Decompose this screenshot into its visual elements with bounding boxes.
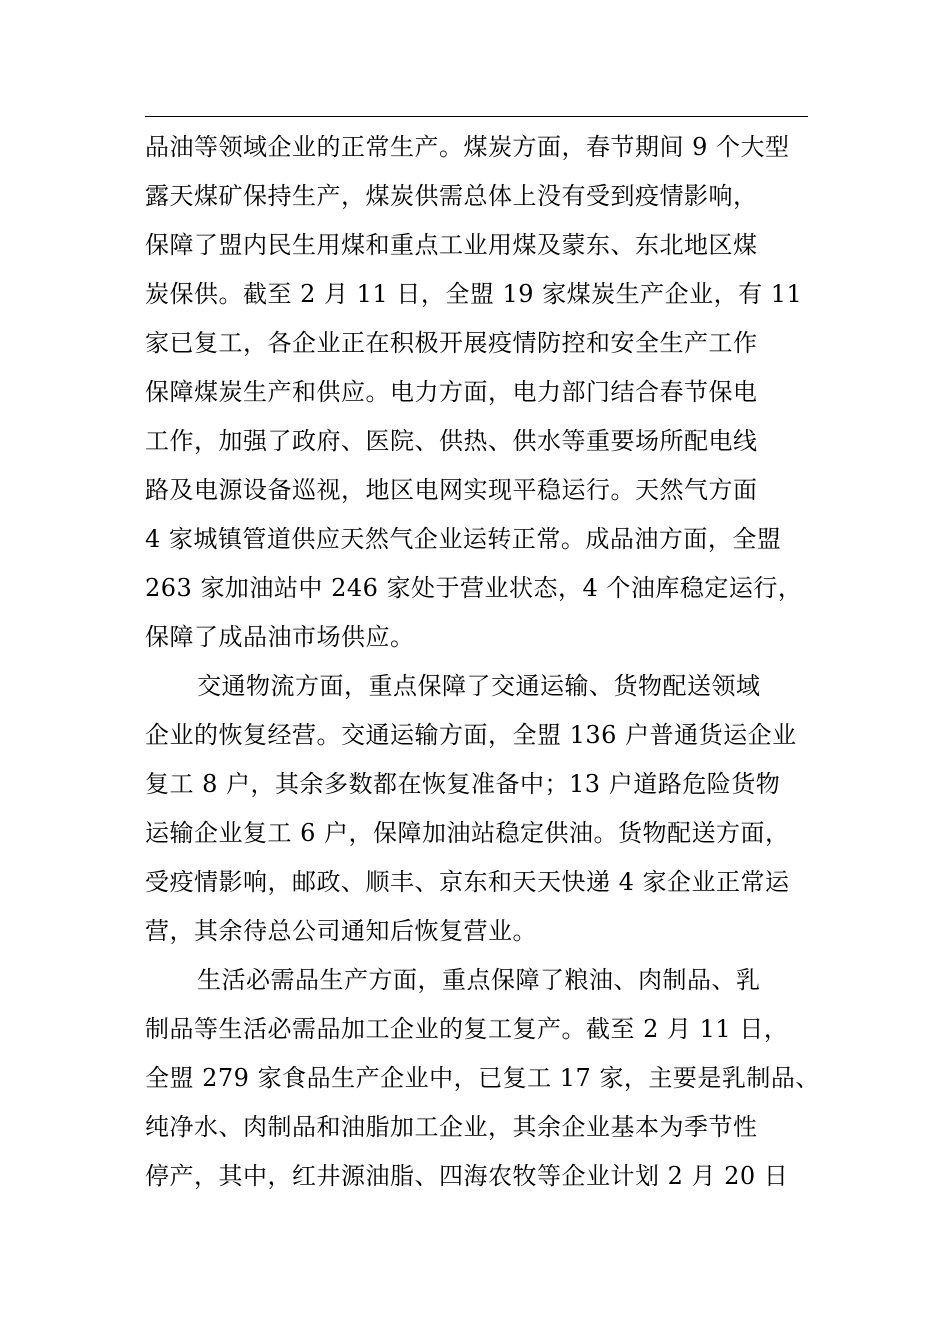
text-line: 工作，加强了政府、医院、供热、供水等重要场所配电线 [145, 427, 758, 455]
text-line: 受疫情影响，邮政、顺丰、京东和天天快递 4 家企业正常运 [145, 868, 790, 896]
header-rule [145, 116, 808, 117]
paragraph-start-line: 交通物流方面，重点保障了交通运输、货物配送领域 [197, 672, 761, 700]
text-line: 保障煤炭生产和供应。电力方面，电力部门结合春节保电 [145, 378, 758, 406]
text-line: 露天煤矿保持生产，煤炭供需总体上没有受到疫情影响， [145, 182, 758, 210]
text-line: 品油等领域企业的正常生产。煤炭方面，春节期间 9 个大型 [145, 133, 790, 161]
text-line: 保障了盟内民生用煤和重点工业用煤及蒙东、东北地区煤 [145, 231, 758, 259]
paragraph-start-line: 生活必需品生产方面，重点保障了粮油、肉制品、乳 [197, 966, 761, 994]
text-line: 4 家城镇管道供应天然气企业运转正常。成品油方面，全盟 [145, 525, 782, 553]
document-body [145, 123, 845, 1201]
text-line: 停产，其中，红井源油脂、四海农牧等企业计划 2 月 20 日 [145, 1162, 789, 1190]
text-line: 运输企业复工 6 户，保障加油站稳定供油。货物配送方面， [145, 819, 790, 847]
text-line: 家已复工，各企业正在积极开展疫情防控和安全生产工作 [145, 329, 758, 357]
text-line: 炭保供。截至 2 月 11 日，全盟 19 家煤炭生产企业，有 11 [145, 280, 803, 308]
text-line: 全盟 279 家食品生产企业中，已复工 17 家，主要是乳制品、 [145, 1064, 820, 1092]
text-line: 制品等生活必需品加工企业的复工复产。截至 2 月 11 日， [145, 1015, 789, 1043]
text-line: 263 家加油站中 246 家处于营业状态，4 个油库稳定运行， [145, 574, 803, 602]
text-line: 路及电源设备巡视，地区电网实现平稳运行。天然气方面 [145, 476, 758, 504]
text-line: 保障了成品油市场供应。 [145, 623, 415, 651]
text-line: 复工 8 户，其余多数都在恢复准备中；13 户道路危险货物 [145, 770, 781, 798]
text-line: 纯净水、肉制品和油脂加工企业，其余企业基本为季节性 [145, 1113, 758, 1141]
text-line: 企业的恢复经营。交通运输方面，全盟 136 户普通货运企业 [145, 721, 797, 749]
text-line: 营，其余待总公司通知后恢复营业。 [145, 917, 537, 945]
